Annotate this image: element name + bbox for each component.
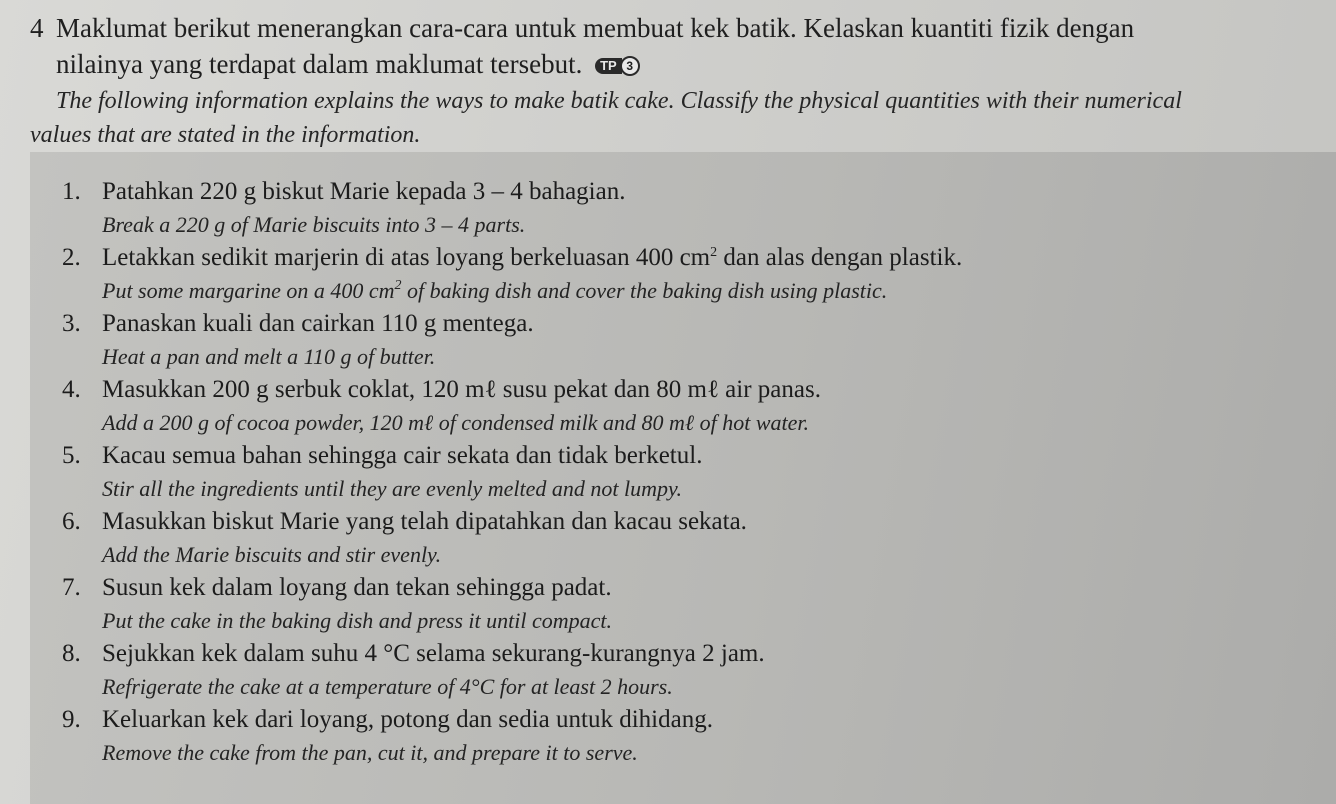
question-malay-text-1: Maklumat berikut menerangkan cara-cara untuk membuat kek batik. Kelaskan kuantiti fizik dengan (56, 13, 1135, 43)
step-malay (62, 372, 1336, 407)
step-malay-text: Sejukkan kek dalam suhu 4 °C selama sekurang-kurangnya 2 jam. (102, 640, 765, 667)
question-malay-text-2: nilainya yang terdapat dalam maklumat tersebut. (56, 49, 583, 79)
step-malay-text: Patahkan 220 g biskut Marie kepada 3 – 4 bahagian. (102, 178, 626, 205)
step-english-text-end: of baking dish and cover the baking dish using plastic. (401, 278, 888, 303)
step-malay (62, 702, 1336, 737)
step-english: Add a 200 g of cocoa powder, 120 mℓ of condensed milk and 80 mℓ of hot water. (102, 410, 809, 435)
step-english (62, 275, 1336, 306)
question-english-line-1: The following information explains the ways to make batik cake. Classify the physical quantities with their numerical (56, 88, 1182, 114)
step-number: 6. (62, 508, 81, 535)
step-malay-text: Panaskan kuali dan cairkan 110 g mentega. (102, 310, 534, 337)
step-7 (62, 570, 1336, 636)
step-malay-text: Masukkan biskut Marie yang telah dipatahkan dan kacau sekata. (102, 508, 747, 535)
step-malay (62, 570, 1336, 605)
step-english: Remove the cake from the pan, cut it, and prepare it to serve. (102, 740, 638, 765)
step-malay (62, 174, 1336, 209)
step-english: Break a 220 g of Marie biscuits into 3 – 4 parts. (102, 212, 526, 237)
step-number: 5. (62, 442, 81, 469)
superscript: 2 (394, 278, 402, 293)
recipe-info-box (30, 152, 1336, 804)
step-english: Put the cake in the baking dish and press it until compact. (102, 608, 612, 633)
step-malay-text: Susun kek dalam loyang dan tekan sehingga padat. (102, 574, 612, 601)
question-header (30, 10, 1320, 152)
step-malay-text: Masukkan 200 g serbuk coklat, 120 mℓ susu pekat dan 80 mℓ air panas. (102, 376, 821, 403)
step-malay (62, 438, 1336, 473)
step-3 (62, 306, 1336, 372)
step-malay-text: Letakkan sedikit marjerin di atas loyang berkeluasan 400 cm (102, 244, 711, 271)
step-english: Refrigerate the cake at a temperature of 4°C for at least 2 hours. (102, 674, 673, 699)
step-english: Heat a pan and melt a 110 g of butter. (102, 344, 436, 369)
step-english-text: Put some margarine on a 400 cm (102, 278, 395, 303)
step-english: Add the Marie biscuits and stir evenly. (102, 542, 442, 567)
step-4 (62, 372, 1336, 438)
step-malay-text: Kacau semua bahan sehingga cair sekata dan tidak berketul. (102, 442, 703, 469)
step-number: 4. (62, 376, 81, 403)
step-malay (62, 504, 1336, 539)
step-number: 9. (62, 706, 81, 733)
step-6 (62, 504, 1336, 570)
badge-label: TP (595, 58, 622, 74)
superscript: 2 (710, 245, 718, 260)
step-number: 3. (62, 310, 81, 337)
step-number: 8. (62, 640, 81, 667)
step-2 (62, 240, 1336, 306)
step-8 (62, 636, 1336, 702)
step-malay (62, 306, 1336, 341)
step-number: 2. (62, 244, 81, 271)
badge-level: 3 (620, 56, 640, 76)
step-5 (62, 438, 1336, 504)
step-9 (62, 702, 1336, 768)
step-malay (62, 636, 1336, 671)
step-number: 1. (62, 178, 81, 205)
mastery-level-badge (595, 56, 640, 76)
step-1 (62, 174, 1336, 240)
question-number: 4 (30, 13, 44, 43)
step-english: Stir all the ingredients until they are evenly melted and not lumpy. (102, 476, 683, 501)
question-english-line-2: values that are stated in the information. (30, 122, 421, 148)
question-malay-line-1 (30, 10, 1320, 46)
question-malay-line-2 (30, 46, 1320, 82)
step-malay-text: Keluarkan kek dari loyang, potong dan sedia untuk dihidang. (102, 706, 713, 733)
step-number: 7. (62, 574, 81, 601)
step-malay (62, 240, 1336, 275)
step-malay-text-end: dan alas dengan plastik. (717, 244, 963, 271)
